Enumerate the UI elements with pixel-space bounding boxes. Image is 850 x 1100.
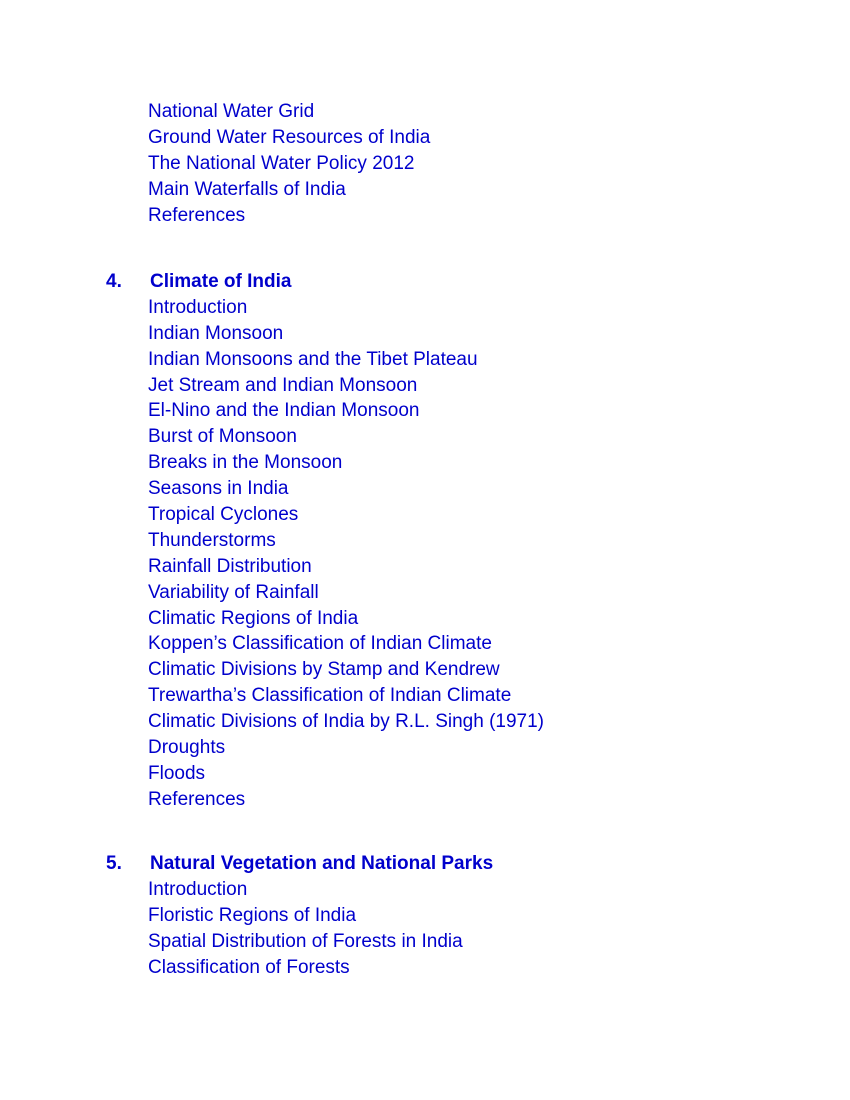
chapter-4 bbox=[0, 269, 850, 813]
toc-item: El-Nino and the Indian Monsoon bbox=[148, 400, 420, 422]
carryover-list bbox=[0, 99, 850, 228]
toc-item: Jet Stream and Indian Monsoon bbox=[148, 374, 418, 396]
toc-item: Burst of Monsoon bbox=[148, 426, 297, 448]
toc-item: Indian Monsoon bbox=[148, 322, 284, 344]
toc-item: Classification of Forests bbox=[148, 956, 350, 978]
toc-item: Indian Monsoons and the Tibet Plateau bbox=[148, 348, 478, 370]
toc-item: Floods bbox=[148, 762, 206, 784]
toc-item: References bbox=[148, 204, 246, 226]
chapter-title: Climate of India bbox=[150, 271, 292, 292]
toc-item: Ground Water Resources of India bbox=[148, 126, 431, 148]
chapter-heading bbox=[0, 851, 850, 877]
toc-item: Spatial Distribution of Forests in India bbox=[148, 930, 463, 952]
toc-item: Tropical Cyclones bbox=[148, 504, 299, 526]
chapter-title: Natural Vegetation and National Parks bbox=[150, 853, 494, 874]
toc-item: Trewartha’s Classification of Indian Climate bbox=[148, 685, 512, 707]
toc-item: Seasons in India bbox=[148, 478, 289, 500]
toc-item: Climatic Divisions of India by R.L. Singh (1971) bbox=[148, 711, 545, 733]
toc-item: Variability of Rainfall bbox=[148, 581, 319, 603]
toc-item: Floristic Regions of India bbox=[148, 904, 357, 926]
toc-item: Breaks in the Monsoon bbox=[148, 452, 343, 474]
toc-item: Koppen’s Classification of Indian Climate bbox=[148, 633, 492, 655]
toc-item: National Water Grid bbox=[148, 101, 315, 122]
toc-item: References bbox=[148, 788, 246, 810]
toc-item: The National Water Policy 2012 bbox=[148, 152, 415, 174]
chapter-heading bbox=[0, 269, 850, 295]
toc-item: Climatic Regions of India bbox=[148, 607, 359, 629]
chapter-number: 5. bbox=[106, 853, 122, 874]
toc-item: Introduction bbox=[148, 878, 248, 900]
chapter-number: 4. bbox=[106, 271, 122, 292]
chapter-5 bbox=[0, 851, 850, 980]
toc-item: Climatic Divisions by Stamp and Kendrew bbox=[148, 659, 500, 681]
toc-item: Introduction bbox=[148, 296, 248, 318]
toc-item: Main Waterfalls of India bbox=[148, 178, 346, 200]
toc-item: Rainfall Distribution bbox=[148, 555, 312, 577]
toc-item: Droughts bbox=[148, 737, 226, 759]
toc-item: Thunderstorms bbox=[148, 529, 276, 551]
